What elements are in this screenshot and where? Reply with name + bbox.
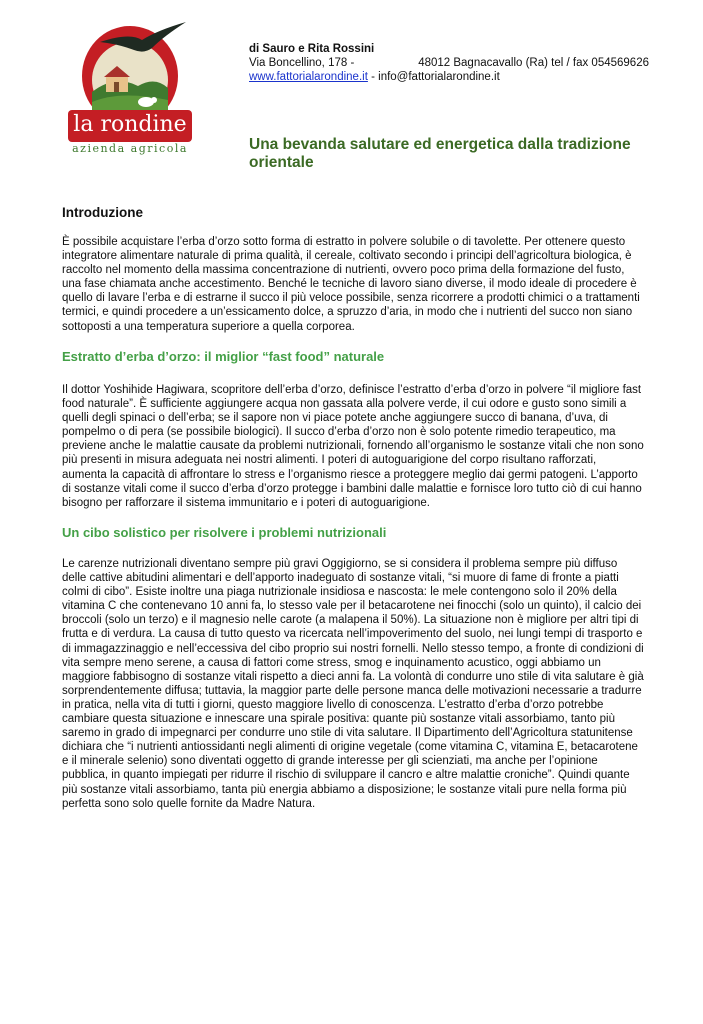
separator: - [367,71,379,83]
address-street: Via Boncellino, 178 - [249,57,355,69]
email-text: info@fattorialarondine.it [378,71,500,83]
section-body-intro: È possibile acquistare l’erba d’orzo sotto forma di estratto in polvere solubile o di tavolette. Per ottenere questo integratore alimentare naturale di prima qualità, il cereale, coltivato secondo i principi dell’agricoltura biologica, è raccolto nel momento della massima concentrazione di nutrienti, ovvero poco prima della formazione del fusto, una fase chiamata anche accestimento. Benché le tecniche di lavoro siano diverse, il modo ideale di procedere è quello di lavare l’erba e di estrarne il succo il più veloce possibile, senza ricorrere a prodotti chimici o a trattamenti termici, e quindi procedere a un’essicamento dolce, a spruzzo d’aria, in modo che i nutrienti del succo non siano sottoposti a una temperatura superiore a quella corporea. [62,236,640,333]
owners-line: di Sauro e Rita Rossini [249,43,375,55]
contact-header [249,42,649,84]
address-city-phone: 48012 Bagnacavallo (Ra) tel / fax 054569626 [418,57,649,69]
section-heading-intro: Introduzione [62,205,143,220]
page-title: Una bevanda salutare ed energetica dalla tradizione orientale [249,136,631,171]
address-line [249,56,649,70]
web-line [249,70,649,84]
logo-subtitle: azienda agricola [72,142,188,155]
section-body-fast-food: Il dottor Yoshihide Hagiwara, scopritore dell’erba d’orzo, definisce l’estratto d’erba d’orzo in polvere “il migliore fast food naturale”. È sufficiente aggiungere acqua non gassata alla polvere verde, il cui odore e gusto sono simili a quelli degli spinaci o dell’erba; se il sapore non vi piace potete anche aggiungere succo di banana, d’uva, di pompelmo o di pera (se possibile biologici). Il succo d’erba d’orzo non è solo potente rimedio terapeutico, ma previene anche le malattie causate da problemi nutrizionali, fornendo all’organismo le sostanze vitali che non sono più presenti in misura adeguata nei nostri alimenti. I poteri di autoguarigione del corpo risultano rafforzati, aumenta la capacità di affrontare lo stress e l’organismo riesce a proteggere meglio dai germi patogeni. L’apporto di sostanze vitali come il succo d’erba d’orzo protegge i bambini dalle malattie e fornisce loro tutto ciò di cui hanno bisogno per rafforzare il sistema immunitario e i poteri di autoguarigione. [62,384,644,509]
section-heading-nutrition: Un cibo solistico per risolvere i problemi nutrizionali [62,525,387,540]
farm-logo [60,14,200,154]
section-body-nutrition: Le carenze nutrizionali diventano sempre più gravi Oggigiorno, se si considera il problema sempre più diffuso delle cattive abitudini alimentari e dell’apporto inadeguato di sostanze vitali, “si muore di fame di fronte a piatti colmi di cibo”. Esiste inoltre una piaga nutrizionale insidiosa e nascosta: le mele contengono solo il 20% della vitamina C che contenevano 10 anni fa, lo stesso vale per il betacarotene nei finocchi (solo un quinto), il calcio dei broccoli (solo un terzo) e il magnesio nelle carote (a malapena il 50%). La situazione non è migliore per altri tipi di frutta e di verdura. La causa di tutto questo va ricercata nell’impoverimento del suolo, nei lungi tempi di trasporto e di immagazzinaggio e nell’eccessiva del cibo proprio sui nostri fornelli. Nello stesso tempo, a fronte di condizioni di vita sempre meno serene, a causa di fattori come stress, smog e inquinamento acustico, oggi abbiamo un maggiore fabbisogno di sostanze vitali rispetto a dieci anni fa. La volontà di condurre uno stile di vita salutare è già sorprendentemente diffusa; tuttavia, la maggior parte delle persone manca delle motivazioni necessarie a tradurre in pratica, nella vita di tutti i giorni, questo maggiore livello di conoscenza. L’estratto d’erba d’orzo potrebbe cambiare questa situazione e innescare una spirale positiva: quante più sostanze vitali assorbiamo, tanto più saremo in grado di impegnarci per condurre uno stile di vita salutare. Il Dipartimento dell’Agricoltura statunitense dichiara che “i nutrienti antiossidanti negli alimenti di origine vegetale (come vitamina C, vitamina E, betacarotene e il minerale selenio) sono diventati oggetto di grande interesse per gli scienziati, ma anche per l’opinione pubblica, in quanto impiegati per ridurre il rischio di sviluppare il cancro e altre malattie croniche”. Quindi quante più sostanze vitali assorbiamo, tanta più energia abbiamo a disposizione; le sostanze vitali pure nella forma più perfetta sono solo quelle fornite da Madre Natura. [62,558,644,810]
website-link[interactable]: www.fattorialarondine.it [249,71,368,83]
section-heading-fast-food: Estratto d’erba d’orzo: il miglior “fast food” naturale [62,349,385,364]
logo-brand: la rondine [73,112,187,137]
